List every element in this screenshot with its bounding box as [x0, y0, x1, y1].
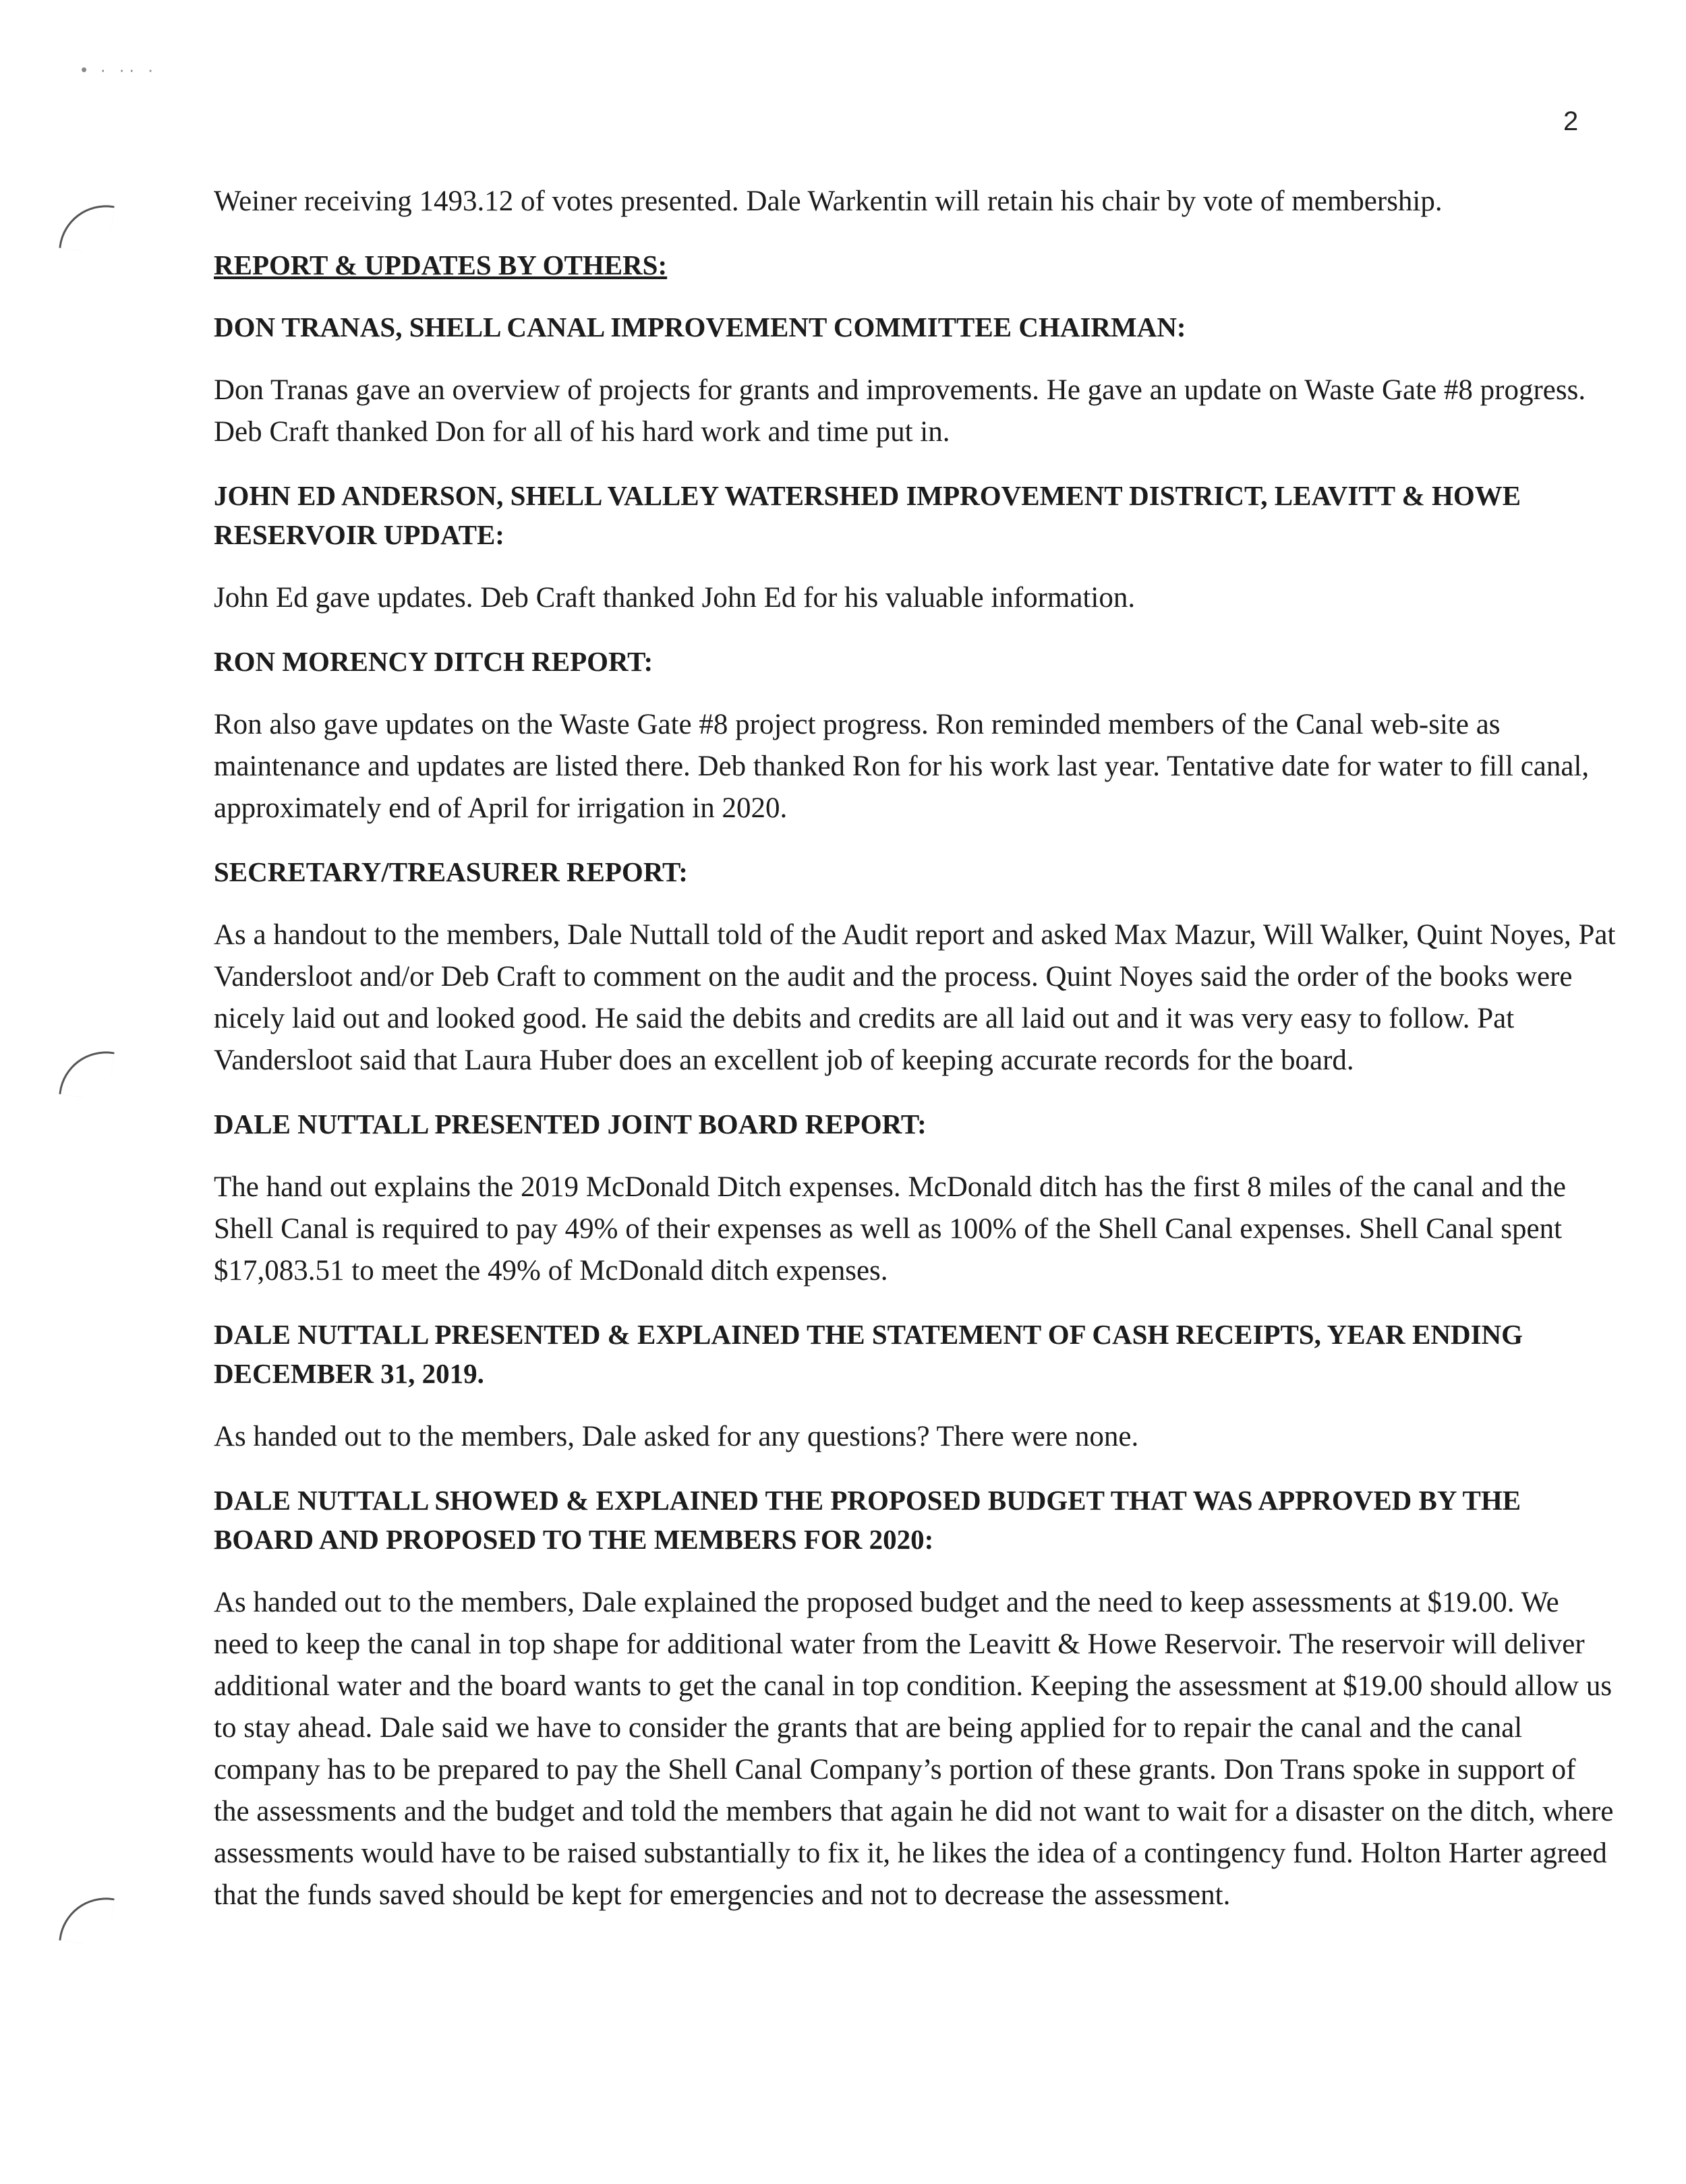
heading-reports-updates: REPORT & UPDATES BY OTHERS:: [214, 249, 668, 281]
scan-artifact: • · ·· ·: [81, 59, 158, 80]
binder-hole-mark: [59, 1045, 114, 1100]
heading-proposed-budget: DALE NUTTALL SHOWED & EXPLAINED THE PROPOSED BUDGET THAT WAS APPROVED BY THE BOARD AND PROPOSED TO THE MEMBERS FOR 2020:: [214, 1485, 1521, 1555]
paragraph-secretary-treasurer: As a handout to the members, Dale Nuttall told of the Audit report and asked Max Mazur, Will Walker, Quint Noyes, Pat Vandersloot and/or Deb Craft to comment on the audit and the process. Quint Noyes said the order of the books were nicely laid out and looked good. He said the debits and credits are all laid out and it was very easy to follow. Pat Vandersloot said that Laura Huber does an excellent job of keeping accurate records for the board.: [214, 919, 1616, 1076]
heading-cash-receipts: DALE NUTTALL PRESENTED & EXPLAINED THE STATEMENT OF CASH RECEIPTS, YEAR ENDING DECEMBER 31, 2019.: [214, 1319, 1523, 1389]
binder-hole-mark: [59, 1891, 114, 1947]
heading-secretary-treasurer: SECRETARY/TREASURER REPORT:: [214, 856, 688, 887]
paragraph-vote-result: Weiner receiving 1493.12 of votes presented. Dale Warkentin will retain his chair by vote of membership.: [214, 185, 1443, 217]
binder-hole-mark: [59, 199, 114, 254]
paragraph-proposed-budget: As handed out to the members, Dale explained the proposed budget and the need to keep assessments at $19.00. We need to keep the canal in top shape for additional water from the Leavitt & Howe Reservoir. The reservoir will deliver additional water and the board wants to get the canal in top condition. Keeping the assessment at $19.00 should allow us to stay ahead. Dale said we have to consider the grants that are being applied for to repair the canal and the canal company has to be prepared to pay the Shell Canal Company’s portion of these grants. Don Trans spoke in support of the assessments and the budget and told the members that again he did not want to wait for a disaster on the ditch, where assessments would have to be raised substantially to fix it, he likes the idea of a contingency fund. Holton Harter agreed that the funds saved should be kept for emergencies and not to decrease the assessment.: [214, 1587, 1614, 1911]
paragraph-ron-morency: Ron also gave updates on the Waste Gate #8 project progress. Ron reminded members of the Canal web-site as maintenance and updates are listed there. Deb thanked Ron for his work last year. Tentative date for water to fill canal, approximately end of April for irrigation in 2020.: [214, 709, 1590, 824]
heading-don-tranas: DON TRANAS, SHELL CANAL IMPROVEMENT COMMITTEE CHAIRMAN:: [214, 312, 1186, 343]
page-number: 2: [1563, 107, 1579, 136]
heading-john-ed-anderson: JOHN ED ANDERSON, SHELL VALLEY WATERSHED IMPROVEMENT DISTRICT, LEAVITT & HOWE RESERVOIR UPDATE:: [214, 480, 1521, 550]
paragraph-joint-board: The hand out explains the 2019 McDonald Ditch expenses. McDonald ditch has the first 8 miles of the canal and the Shell Canal is required to pay 49% of their expenses as well as 100% of the Shell Canal expenses. Shell Canal spent $17,083.51 to meet the 49% of McDonald ditch expenses.: [214, 1171, 1566, 1287]
heading-ron-morency: RON MORENCY DITCH REPORT:: [214, 646, 653, 677]
paragraph-don-tranas: Don Tranas gave an overview of projects for grants and improvements. He gave an update on Waste Gate #8 progress. Deb Craft thanked Don for all of his hard work and time put in.: [214, 374, 1586, 448]
paragraph-cash-receipts: As handed out to the members, Dale asked for any questions? There were none.: [214, 1421, 1139, 1452]
heading-joint-board: DALE NUTTALL PRESENTED JOINT BOARD REPORT:: [214, 1109, 927, 1140]
paragraph-john-ed: John Ed gave updates. Deb Craft thanked John Ed for his valuable information.: [214, 582, 1136, 614]
document-body: [214, 181, 1617, 1916]
